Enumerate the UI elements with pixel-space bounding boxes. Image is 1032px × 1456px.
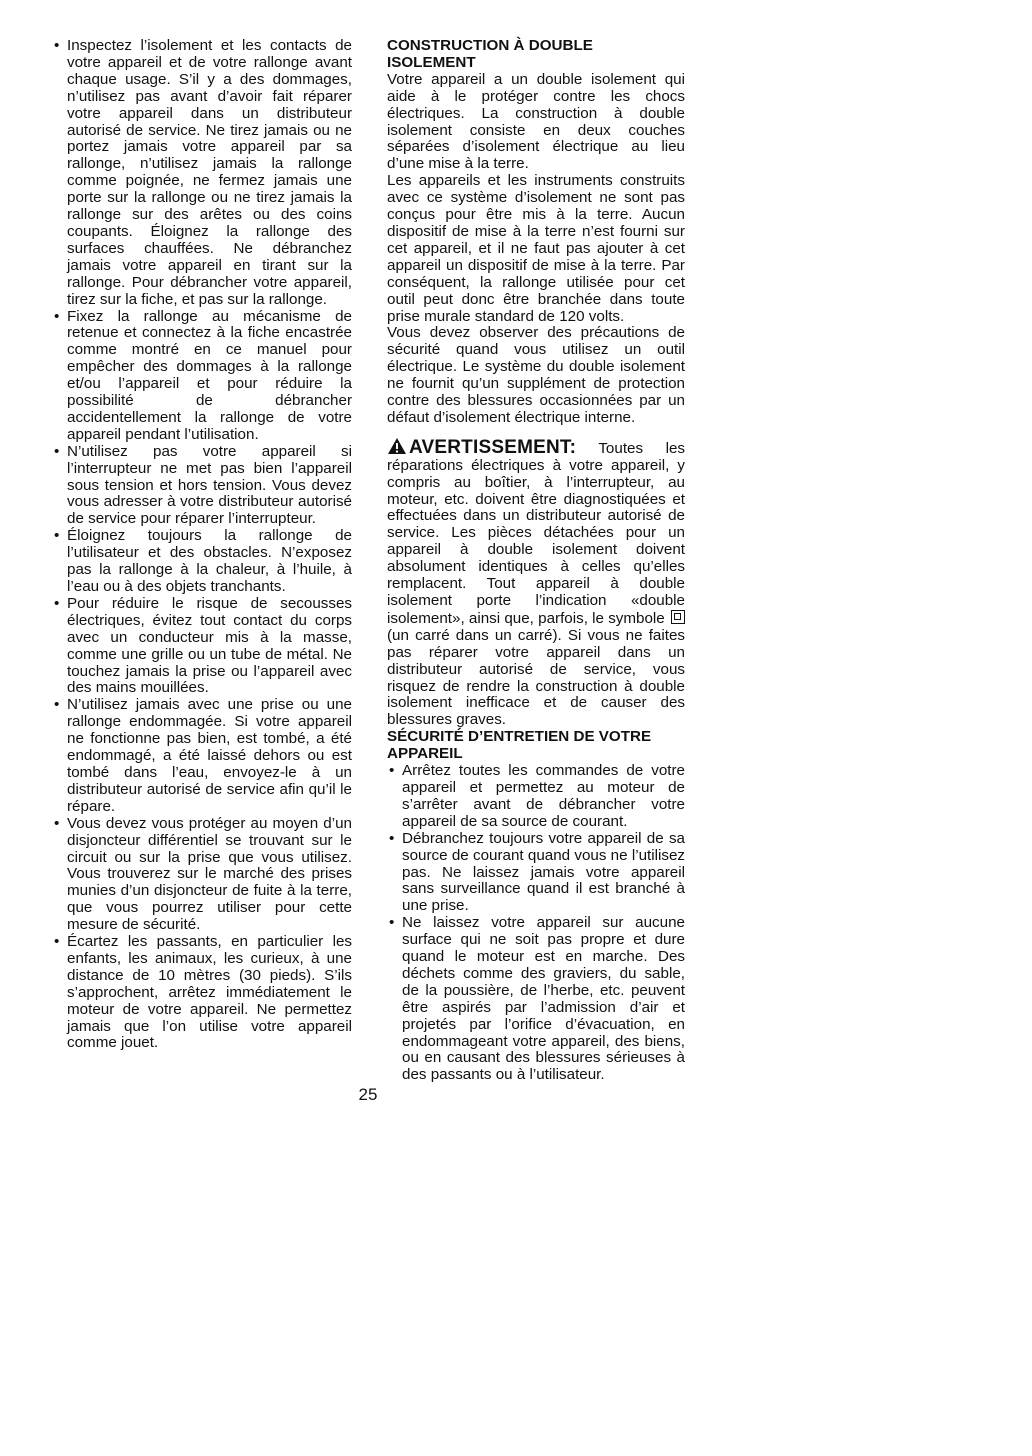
list-item: • Arrêtez toutes les commandes de votre appareil et permettez au moteur de s’arrêter avant de débrancher votre appareil de sa source de courant. — [387, 763, 685, 831]
warning-block — [387, 437, 685, 729]
maintenance-heading: SÉCURITÉ D’ENTRETIEN DE VOTRE APPAREIL — [387, 728, 652, 763]
maintenance-list — [387, 763, 685, 1084]
double-insulation-paragraph: Les appareils et les instruments construits avec ce système d’isolement ne sont pas conçus pour être mis à la terre. Aucun dispositif de mise à la terre n’est fourni sur cet appareil, et il ne faut pas ajouter à cet appareil un dispositif de mise à la terre. Par conséquent, la rallonge utilisée pour cet outil peut donc être branchée dans toute prise murale standard de 120 volts. — [387, 172, 685, 325]
double-insulation-section — [387, 38, 685, 427]
electrical-safety-list — [52, 38, 352, 1052]
list-item: • N’utilisez jamais avec une prise ou une rallonge endommagée. Si votre appareil ne fonctionne pas bien, est tombé, a été endommagé, a été laissé dehors ou est tombé dans l’eau, envoyez-le à un distributeur autorisé de service afin qu’il le répare. — [52, 697, 352, 815]
warning-paragraph — [387, 437, 685, 729]
list-item: • N’utilisez pas votre appareil si l’interrupteur ne met pas bien l’appareil sous tension et hors tension. Vous devez vous adresser à votre distributeur autorisé de service pour réparer l’interrupteur. — [52, 444, 352, 529]
list-item: • Débranchez toujours votre appareil de sa source de courant quand vous ne l’utilisez pas. Ne laissez jamais votre appareil sans surveillance quand il est branché à une prise. — [387, 831, 685, 916]
warning-text: Toutes les réparations électriques à votre appareil, y compris au boîtier, à l’interrupteur, au moteur, etc. doivent être diagnostiquées et effectuées dans un distributeur autorisé de service. Les pièces détachées pour un appareil à double isolement doivent absolument identiques à celles qu’elles remplacent. Tout appareil à double isolement porte l’indication «double isolement», ainsi que, parfois, le symbole — [387, 439, 685, 627]
double-insulation-paragraph: Votre appareil a un double isolement qui aide à le protéger contre les chocs électriques. La construction à double isolement consiste en deux couches séparées d’isolement électrique au lieu d’une mise à la terre. — [387, 70, 685, 173]
double-insulation-heading: CONSTRUCTION À DOUBLE ISOLEMENT — [387, 37, 593, 71]
maintenance-section — [387, 729, 685, 1084]
list-item: • Pour réduire le risque de secousses électriques, évitez tout contact du corps avec un conducteur mis à la masse, comme une grille ou un tube de métal. Ne touchez jamais la prise ou l’appareil avec des mains mouillées. — [52, 596, 352, 697]
page-number: 25 — [358, 1085, 378, 1104]
list-item: • Éloignez toujours la rallonge de l’utilisateur et des obstacles. N’exposez pas la rallonge à la chaleur, à l’huile, à l’eau ou à des objets tranchants. — [52, 528, 352, 596]
list-item: • Vous devez vous protéger au moyen d’un disjoncteur différentiel se trouvant sur le circuit ou sur la prise que vous utilisez. Vous trouverez sur le marché des prises munies d’un disjoncteur de fuite à la terre, que vous pourrez utiliser pour cette mesure de sécurité. — [52, 816, 352, 934]
list-item: • Inspectez l’isolement et les contacts de votre appareil et de votre rallonge avant chaque usage. S’il y a des dommages, n’utilisez pas avant d’avoir fait réparer votre appareil dans un distributeur autorisé de service. Ne tirez jamais ou ne portez jamais votre appareil par sa rallonge, n’utilisez jamais la rallonge comme poignée, ne fermez jamais une porte sur la rallonge ou ne tirez jamais la rallonge sur des arêtes ou des coins coupants. Éloignez la rallonge des surfaces chauffées. Ne débranchez jamais votre appareil en tirant sur la rallonge. Pour débrancher votre appareil, tirez sur la fiche, et pas sur la rallonge. — [52, 38, 352, 309]
warning-text-continued: (un carré dans un carré). Si vous ne faites pas réparer votre appareil dans un distributeur autorisé de service, vous risquez de rendre la construction à double isolement inefficace et de causer des blessures graves. — [387, 626, 685, 729]
warning-triangle-icon — [387, 437, 407, 455]
list-item: • Fixez la rallonge au mécanisme de retenue et connectez à la fiche encastrée comme montré en ce manuel pour empêcher des dommages à la rallonge et/ou l’appareil et pour réduire la possibilité de débrancher accidentellement la rallonge de votre appareil pendant l’utilisation. — [52, 309, 352, 444]
double-insulation-paragraph: Vous devez observer des précautions de sécurité quand vous utilisez un outil électrique. Le système du double isolement ne fournit qu’un supplément de protection contre des blessures occasionnées par un défaut d’isolement électrique interne. — [387, 324, 685, 426]
right-column — [387, 38, 685, 1084]
warning-title: AVERTISSEMENT: — [409, 436, 577, 458]
list-item: • Écartez les passants, en particulier les enfants, les animaux, les curieux, à une distance de 10 mètres (30 pieds). S’ils s’approchent, arrêtez immédiatement le moteur de votre appareil. Ne permettez jamais que l’on utilise votre appareil comme jouet. — [52, 934, 352, 1052]
double-square-icon — [671, 610, 685, 624]
left-column — [52, 38, 352, 1052]
list-item: • Ne laissez votre appareil sur aucune surface qui ne soit pas propre et dure quand le moteur est en marche. Des déchets comme des graviers, du sable, de la poussière, de l’herbe, etc. peuvent être aspirés par l’admission d’air et projetés par l’orifice d’évacuation, en endommageant votre appareil, des biens, ou en causant des blessures sérieuses à des passants ou à l’utilisateur. — [387, 915, 685, 1084]
